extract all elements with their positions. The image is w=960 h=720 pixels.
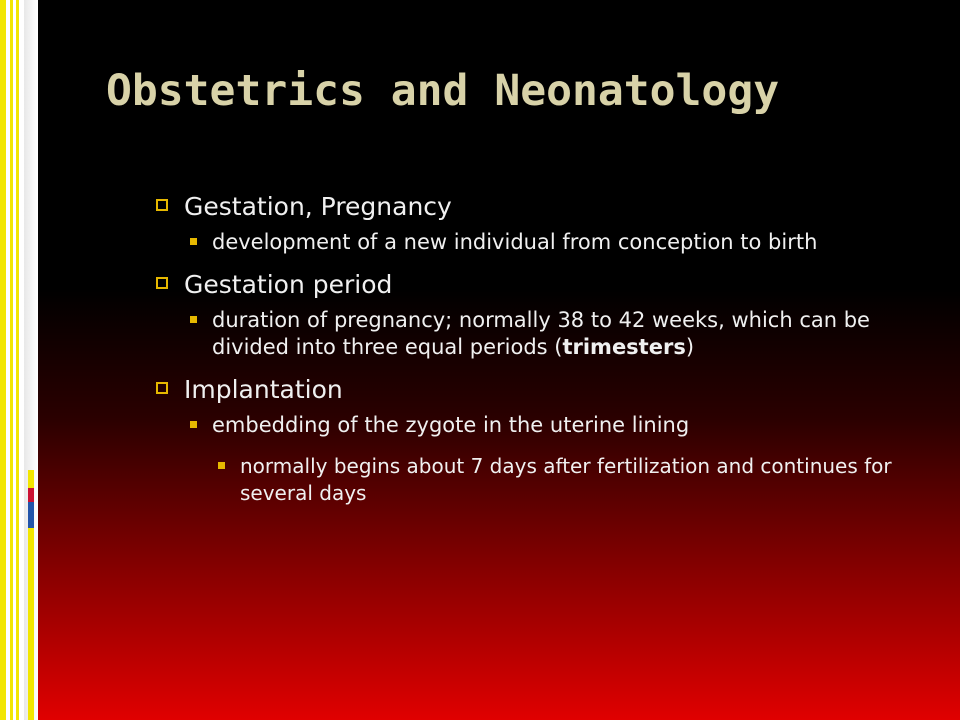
sub-bullet-text: development of a new individual from conception to birth [212, 230, 818, 254]
sub-bullet [150, 229, 910, 256]
yellow-stripe [16, 0, 19, 720]
trimesters-bold: trimesters [562, 335, 686, 359]
hollow-square-bullet-icon [156, 382, 168, 394]
red-accent [28, 488, 34, 502]
sub-sub-bullet [150, 453, 910, 507]
bullet-implantation [150, 375, 910, 404]
filled-square-bullet-icon [190, 316, 197, 323]
bullet-gestation-pregnancy [150, 192, 910, 221]
yellow-accent [28, 470, 34, 490]
filled-square-bullet-icon [190, 238, 197, 245]
filled-square-bullet-icon [190, 421, 197, 428]
sub-bullet [150, 307, 910, 361]
sub-bullet-text-end: ) [685, 335, 695, 359]
yellow-stripe [10, 0, 13, 720]
sub-bullet [150, 412, 910, 439]
bullet-gestation-period [150, 270, 910, 299]
sub-bullet-text: embedding of the zygote in the uterine lining [212, 413, 690, 437]
hollow-square-bullet-icon [156, 277, 168, 289]
filled-square-bullet-icon [218, 462, 225, 469]
bullet-heading: Gestation, Pregnancy [184, 192, 452, 221]
slide-title: Obstetrics and Neonatology [106, 66, 780, 116]
yellow-stripe [0, 0, 6, 720]
sub-sub-bullet-text: normally begins about 7 days after fertilization and continues for several days [240, 454, 892, 505]
bullet-heading: Gestation period [184, 270, 393, 299]
blue-accent [28, 502, 34, 528]
sub-bullet-text: duration of pregnancy; normally 38 to 42 weeks, which can be divided into three equal periods ( [212, 308, 870, 359]
left-decorative-band [0, 0, 38, 720]
yellow-accent [28, 528, 34, 720]
slide-content [150, 192, 910, 517]
bullet-heading: Implantation [184, 375, 343, 404]
hollow-square-bullet-icon [156, 199, 168, 211]
